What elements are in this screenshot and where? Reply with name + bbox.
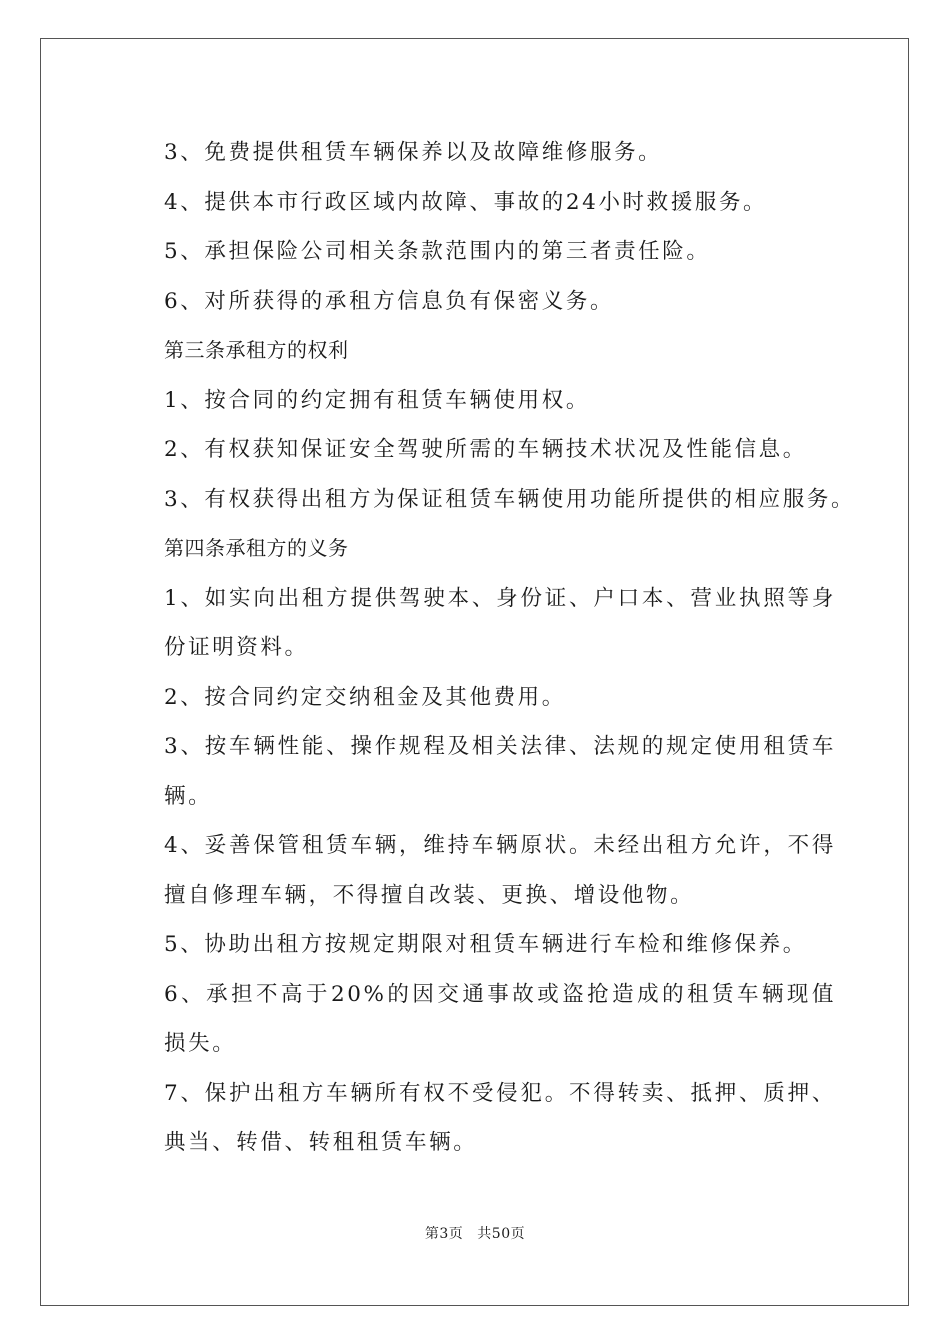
paragraph-item: 7、保护出租方车辆所有权不受侵犯。不得转卖、抵押、质押、典当、转借、转租租赁车辆。 [164, 1080, 836, 1155]
page-footer [0, 1223, 950, 1243]
paragraph-item: 4、妥善保管租赁车辆，维持车辆原状。未经出租方允许，不得擅自修理车辆，不得擅自改装、更换、增设他物。 [164, 833, 836, 908]
section-heading: 第四条承租方的义务 [164, 536, 349, 560]
current-page-number: 第3页 [424, 1226, 464, 1242]
section-heading: 第三条承租方的权利 [164, 338, 349, 362]
paragraph-item: 1、如实向出租方提供驾驶本、身份证、户口本、营业执照等身份证明资料。 [164, 585, 836, 660]
paragraph-item: 5、承担保险公司相关条款范围内的第三者责任险。 [164, 239, 711, 264]
paragraph-item: 5、协助出租方按规定期限对租赁车辆进行车检和维修保养。 [164, 932, 807, 957]
paragraph-item: 2、按合同约定交纳租金及其他费用。 [164, 684, 566, 710]
paragraph-item: 3、免费提供租赁车辆保养以及故障维修服务。 [164, 140, 663, 165]
paragraph-item: 3、按车辆性能、操作规程及相关法律、法规的规定使用租赁车辆。 [164, 734, 836, 809]
paragraph-item: 1、按合同的约定拥有租赁车辆使用权。 [164, 387, 590, 413]
paragraph-item: 3、有权获得出租方为保证租赁车辆使用功能所提供的相应服务。 [164, 486, 856, 512]
paragraph-item: 2、有权获知保证安全驾驶所需的车辆技术状况及性能信息。 [164, 437, 807, 462]
total-pages: 共50页 [477, 1226, 526, 1242]
document-body [116, 128, 856, 1168]
paragraph-item: 4、提供本市行政区域内故障、事故的24小时救援服务。 [164, 189, 768, 215]
paragraph-item: 6、对所获得的承租方信息负有保密义务。 [164, 288, 615, 314]
paragraph-item: 6、承担不高于20%的因交通事故或盗抢造成的租赁车辆现值损失。 [164, 981, 836, 1056]
